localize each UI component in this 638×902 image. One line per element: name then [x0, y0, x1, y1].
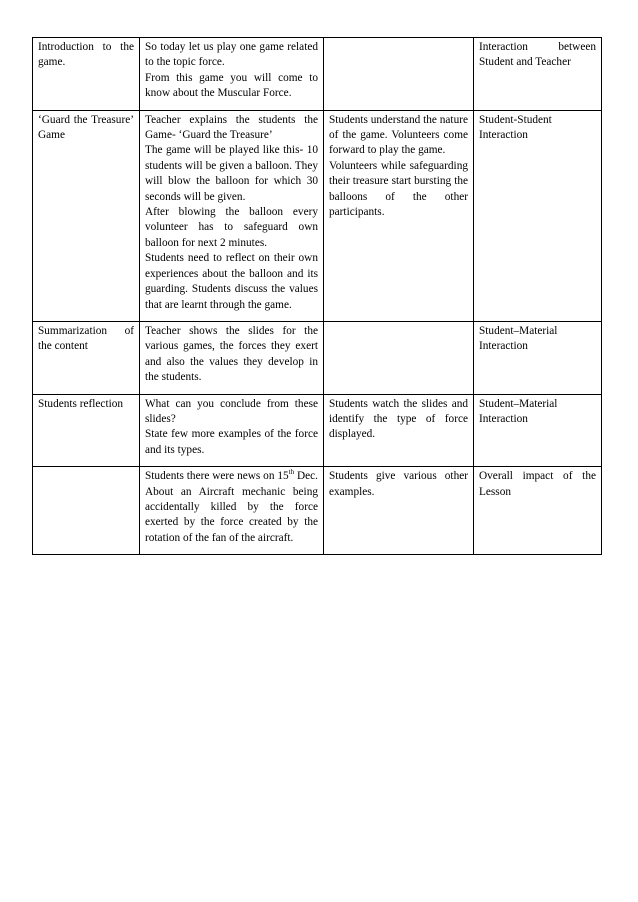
stage-cell: [33, 467, 140, 555]
student-activity-cell: Students watch the slides and identify the type of force displayed.: [324, 394, 474, 467]
table-row: [33, 110, 602, 321]
interaction-cell: Overall impact of the Lesson: [474, 467, 602, 555]
news-text: Students there were news on 15th Dec. About an Aircraft mechanic being accidentally killed by the force exerted by the force created by the rotation of the fan of the aircraft.: [145, 468, 318, 544]
table-row: [33, 394, 602, 467]
student-activity-cell: [324, 321, 474, 394]
student-activity-cell: [324, 38, 474, 111]
stage-cell: Introduction to the game.: [33, 38, 140, 111]
stage-cell: ‘Guard the Treasure’ Game: [33, 110, 140, 321]
interaction-cell: Student–Material Interaction: [474, 394, 602, 467]
table-row: [33, 321, 602, 394]
stage-cell: Students reflection: [33, 394, 140, 467]
stage-cell: Summarization of the content: [33, 321, 140, 394]
interaction-cell: Interaction between Student and Teacher: [474, 38, 602, 111]
interaction-cell: Student–Material Interaction: [474, 321, 602, 394]
teacher-activity-cell: Teacher shows the slides for the various games, the forces they exert and also the values they develop in the students.: [140, 321, 324, 394]
teacher-activity-cell: [140, 467, 324, 555]
teacher-activity-cell: Teacher explains the students the Game- ‘Guard the Treasure’ The game will be played like this- 10 students will be given a balloon. They will blow the balloon for which 30 seconds will be given. After blowing the balloon every volunteer has to safeguard own balloon for next 2 minutes. Students need to reflect on their own experiences about the balloon and its guarding. Students discuss the values that are learnt through the game.: [140, 110, 324, 321]
interaction-cell: Student-Student Interaction: [474, 110, 602, 321]
lesson-plan-table: [32, 37, 602, 555]
student-activity-cell: Students understand the nature of the game. Volunteers come forward to play the game. Volunteers while safeguarding their treasure start bursting the balloons of the other participants.: [324, 110, 474, 321]
student-activity-cell: Students give various other examples.: [324, 467, 474, 555]
teacher-activity-cell: What can you conclude from these slides? State few more examples of the force and its types.: [140, 394, 324, 467]
table-row: [33, 38, 602, 111]
table-row: [33, 467, 602, 555]
teacher-activity-cell: So today let us play one game related to the topic force. From this game you will come to know about the Muscular Force.: [140, 38, 324, 111]
